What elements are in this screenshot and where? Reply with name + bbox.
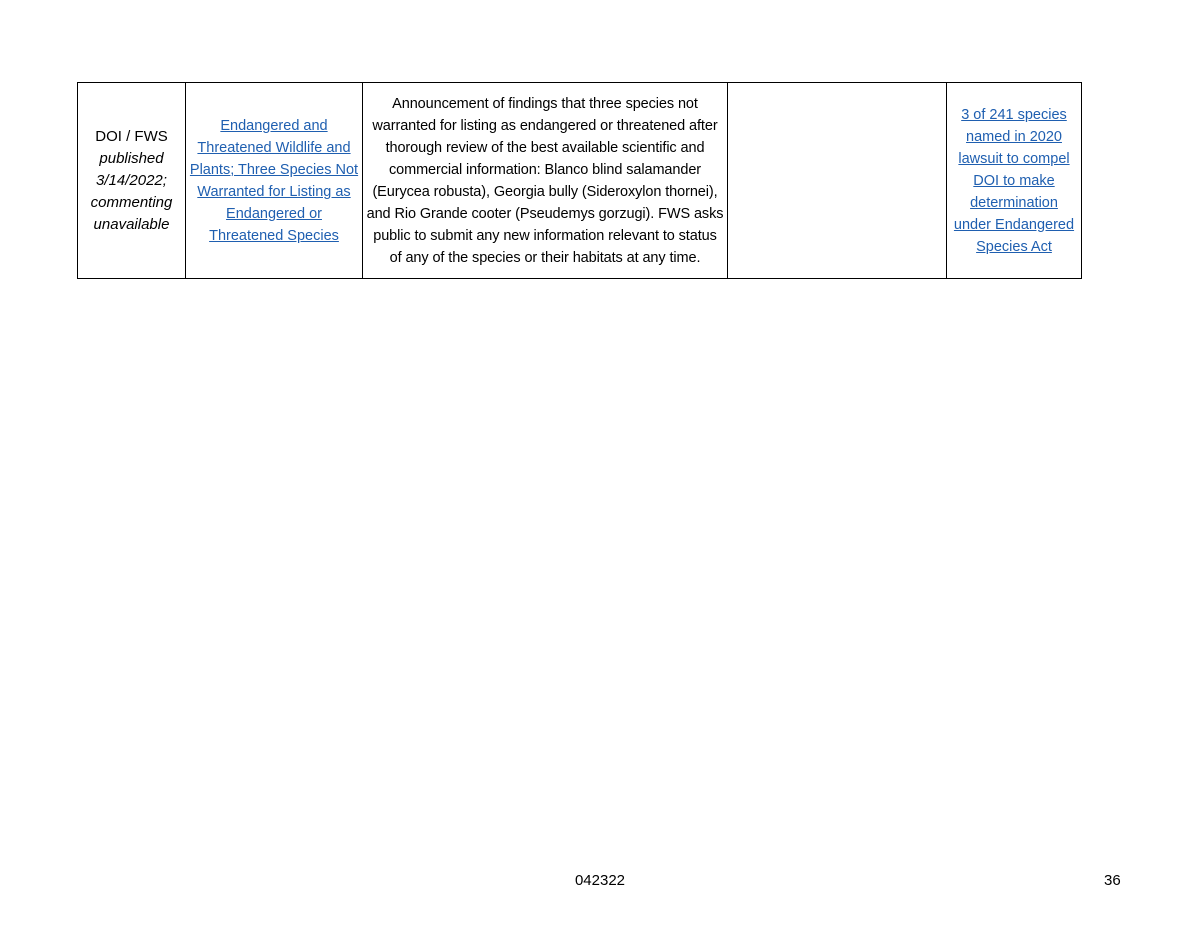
agency-name: DOI / FWS	[95, 127, 168, 145]
rule-title-link[interactable]: Endangered and Threatened Wildlife and Plants; Three Species Not Warranted for Listing as Endangered or Threatened Species	[189, 117, 359, 244]
footer-code: 042322	[574, 872, 626, 889]
status-line-2: 3/14/2022;	[96, 171, 167, 189]
lawsuit-link[interactable]: 3 of 241 species named in 2020 lawsuit to compel DOI to make determination under Endangered Species Act	[953, 106, 1075, 255]
status-line-1: published	[99, 149, 164, 167]
empty-cell	[728, 83, 947, 279]
description-text: Announcement of findings that three species not warranted for listing as endangered or threatened after thorough review of the best available scientific and commercial information: Blanco blind salamander (Eurycea robusta), Georgia bully (Sideroxylon thornei), and Rio Grande cooter (Pseudemys gorzugi). FWS asks public to submit any new information relevant to status of any of the species or their habitats at any time.	[366, 95, 724, 266]
description-cell	[363, 83, 728, 279]
status-line-3: commenting	[90, 193, 173, 211]
regulatory-table	[77, 82, 1082, 279]
notes-cell	[947, 83, 1082, 279]
table-row	[78, 83, 1082, 279]
agency-cell	[78, 83, 186, 279]
title-cell	[186, 83, 363, 279]
status-line-4: unavailable	[93, 215, 170, 233]
page-number: 36	[1104, 872, 1121, 889]
